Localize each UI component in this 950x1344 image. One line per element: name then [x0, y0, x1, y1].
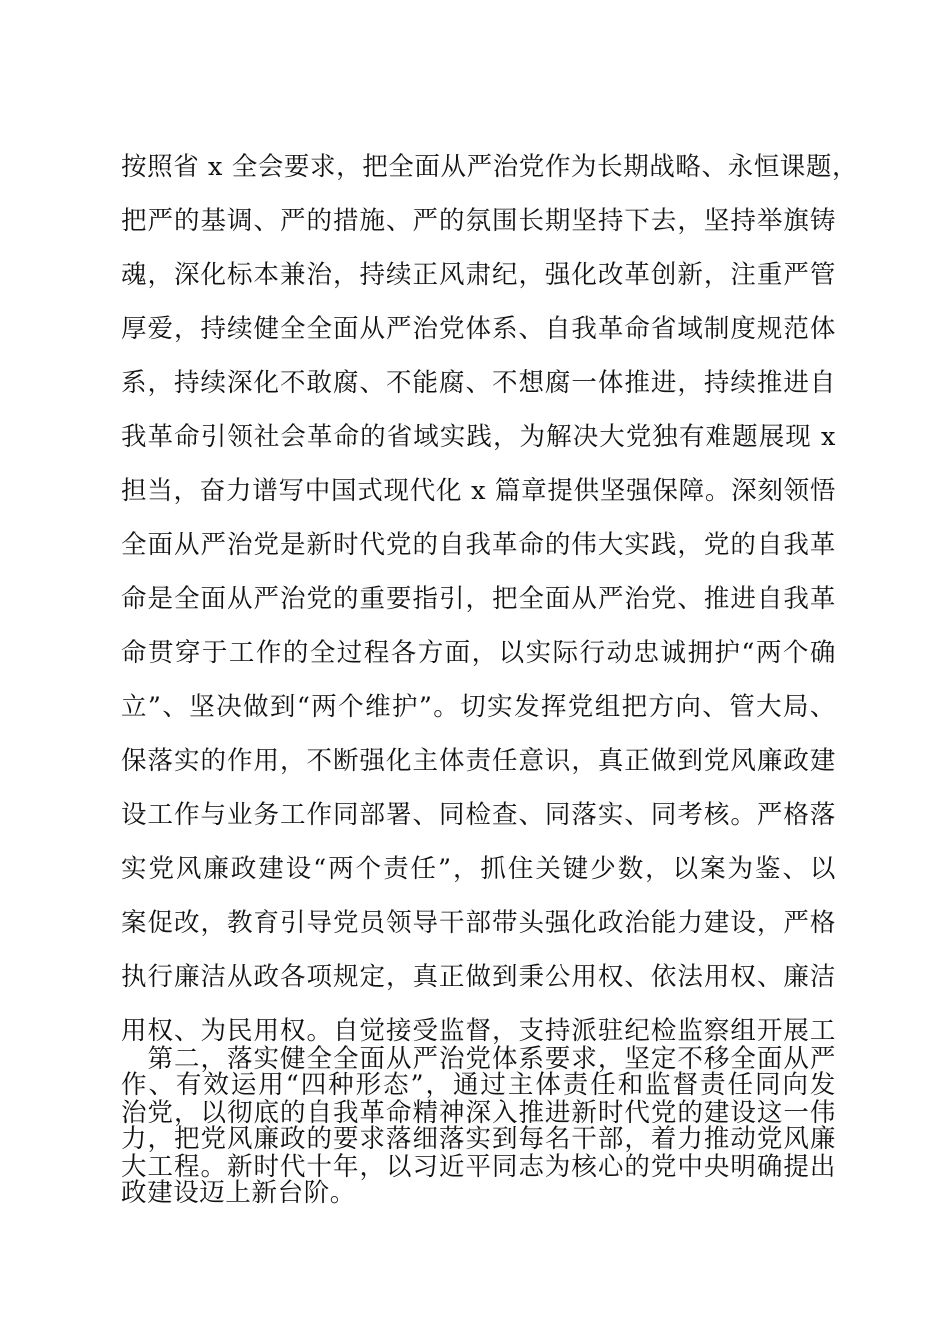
text-line: 保落实的作用，不断强化主体责任意识，真正做到党风廉政建 — [121, 746, 836, 776]
text-line: 作、有效运用“四种形态”，通过主体责任和监督责任同向发 — [121, 1070, 836, 1100]
text-line: 实党风廉政建设“两个责任”，抓住关键少数，以案为鉴、以 — [121, 854, 836, 884]
text-line: 治党，以彻底的自我革命精神深入推进新时代党的建设这一伟 — [121, 1098, 836, 1128]
text-line: 命贯穿于工作的全过程各方面，以实际行动忠诚拥护“两个确 — [121, 638, 836, 668]
text-line: 把严的基调、严的措施、严的氛围长期坚持下去，坚持举旗铸 — [121, 206, 836, 236]
text-line: 厚爱，持续健全全面从严治党体系、自我革命省域制度规范体 — [121, 314, 836, 344]
text-line: 案促改，教育引导党员领导干部带头强化政治能力建设，严格 — [121, 908, 836, 938]
text-line: 按照省 x 全会要求，把全面从严治党作为长期战略、永恒课题， — [121, 152, 859, 182]
text-line: 执行廉洁从政各项规定，真正做到秉公用权、依法用权、廉洁 — [121, 962, 836, 992]
text-line: 立”、坚决做到“两个维护”。切实发挥党组把方向、管大局、 — [121, 692, 836, 722]
text-line: 力，把党风廉政的要求落细落实到每名干部，着力推动党风廉 — [121, 1124, 836, 1154]
text-line: 命是全面从严治党的重要指引，把全面从严治党、推进自我革 — [121, 584, 836, 614]
text-line: 用权、为民用权。自觉接受监督，支持派驻纪检监察组开展工 — [121, 1016, 836, 1046]
text-line: 担当，奋力谱写中国式现代化 x 篇章提供坚强保障。深刻领悟 — [121, 476, 836, 506]
text-line: 全面从严治党是新时代党的自我革命的伟大实践，党的自我革 — [121, 530, 836, 560]
text-line: 大工程。新时代十年，以习近平同志为核心的党中央明确提出 — [121, 1152, 836, 1182]
text-line: 我革命引领社会革命的省域实践，为解决大党独有难题展现 x — [121, 422, 836, 452]
text-line: 设工作与业务工作同部署、同检查、同落实、同考核。严格落 — [121, 800, 836, 830]
text-line: 系，持续深化不敢腐、不能腐、不想腐一体推进，持续推进自 — [121, 368, 836, 398]
paragraph-2 — [121, 1032, 836, 1194]
text-line-last: 政建设迈上新台阶。 — [121, 1178, 356, 1208]
text-line: 第二，落实健全全面从严治党体系要求，坚定不移全面从严 — [121, 1044, 836, 1074]
text-line: 魂，深化标本兼治，持续正风肃纪，强化改革创新，注重严管 — [121, 260, 836, 290]
